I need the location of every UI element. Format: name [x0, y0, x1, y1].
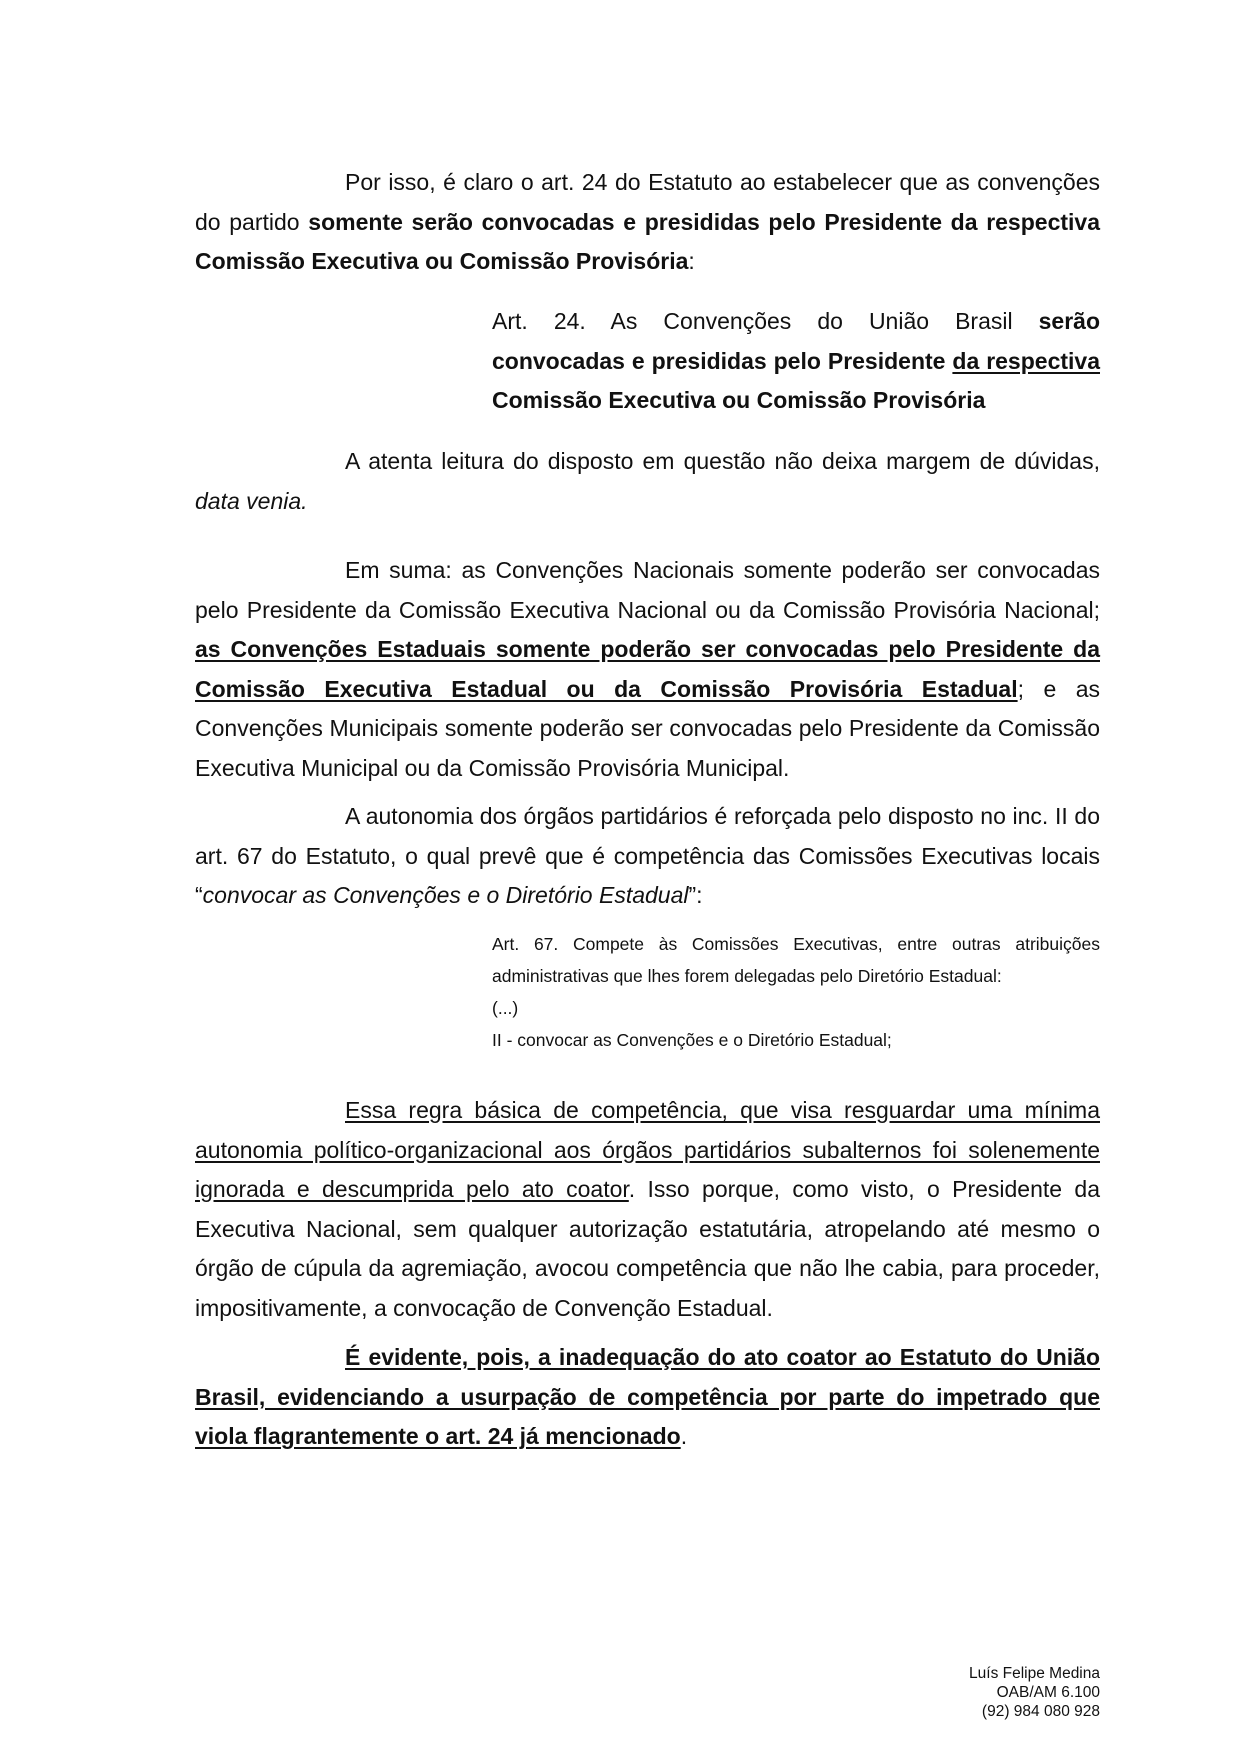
- paragraph-art24-intro: [195, 163, 1100, 282]
- signature-name: Luís Felipe Medina: [969, 1665, 1100, 1682]
- paragraph-em-suma: [195, 551, 1100, 788]
- paragraph-atenta-leitura: [195, 442, 1100, 521]
- signature-phone: (92) 984 080 928: [981, 1703, 1100, 1720]
- text-span: A autonomia dos órgãos partidários é reforçada pelo disposto no inc. II do art. 67 do Estatuto, o qual prevê que é competência das Comissões Executivas locais “: [195, 803, 1100, 908]
- text-span: . Isso porque, como visto, o Presidente da Executiva Nacional, sem qualquer autorização estatutária, atropelando até mesmo o órgão de cúpula da agremiação, avocou competência que não lhe cabia, para proceder, impositivamente, a convocação de Convenção Estadual.: [195, 1176, 1100, 1321]
- quote-line: (...): [492, 998, 519, 1018]
- bold-text-span: serão convocadas e presididas pelo Presidente: [492, 308, 1100, 374]
- paragraph-regra-basica: [195, 1091, 1100, 1328]
- text-span: Em suma: as Convenções Nacionais somente poderão ser convocadas pelo Presidente da Comissão Executiva Nacional ou da Comissão Provisória Nacional;: [195, 557, 1100, 623]
- bold-underlined-text-span: da respectiva: [952, 347, 1100, 374]
- text-span: Por isso, é claro o art. 24 do Estatuto ao estabelecer que as convenções do partido: [195, 169, 1100, 235]
- quote-art24: [492, 302, 1100, 421]
- quote-line: II - convocar as Convenções e o Diretório Estadual;: [492, 1030, 892, 1050]
- text-span: ”:: [688, 882, 703, 908]
- bold-underlined-text-span: as Convenções Estaduais somente poderão ser convocadas pelo Presidente da Comissão Executiva Estadual ou da Comissão Provisória Estadual: [195, 636, 1100, 702]
- underlined-text-span: Essa regra básica de competência, que visa resguardar uma mínima autonomia político-organizacional aos órgãos partidários subalternos foi solenemente ignorada e descumprida pelo ato coator: [195, 1097, 1100, 1202]
- text-span: .: [680, 1423, 688, 1449]
- italic-text-span: convocar as Convenções e o Diretório Estadual: [202, 882, 689, 908]
- text-span: ; e as Convenções Municipais somente poderão ser convocadas pelo Presidente da Comissão Executiva Municipal ou da Comissão Provisória Municipal.: [195, 675, 1100, 781]
- bold-text-span: somente serão convocadas e presididas pelo Presidente da respectiva Comissão Executiva ou Comissão Provisória: [195, 208, 1100, 274]
- text-span: Art. 24. As Convenções do União Brasil: [492, 308, 1039, 334]
- paragraph-autonomia: [195, 797, 1100, 916]
- italic-text-span: data venia.: [195, 487, 308, 514]
- bold-text-span: Comissão Executiva ou Comissão Provisória: [492, 387, 986, 413]
- text-span: :: [688, 248, 695, 274]
- quote-art67: [492, 928, 1100, 1056]
- quote-line: Art. 67. Compete às Comissões Executivas, entre outras atribuições administrativas que lhes forem delegadas pelo Diretório Estadual:: [492, 934, 1100, 986]
- signature-block: [969, 1664, 1100, 1721]
- signature-oab: OAB/AM 6.100: [996, 1684, 1100, 1701]
- bold-underlined-text-span: É evidente, pois, a inadequação do ato coator ao Estatuto do União Brasil, evidenciando a usurpação de competência por parte do impetrado que viola flagrantemente o art. 24 já mencionado: [195, 1344, 1100, 1449]
- paragraph-conclusao: [195, 1338, 1100, 1457]
- text-span: A atenta leitura do disposto em questão não deixa margem de dúvidas,: [345, 448, 1100, 474]
